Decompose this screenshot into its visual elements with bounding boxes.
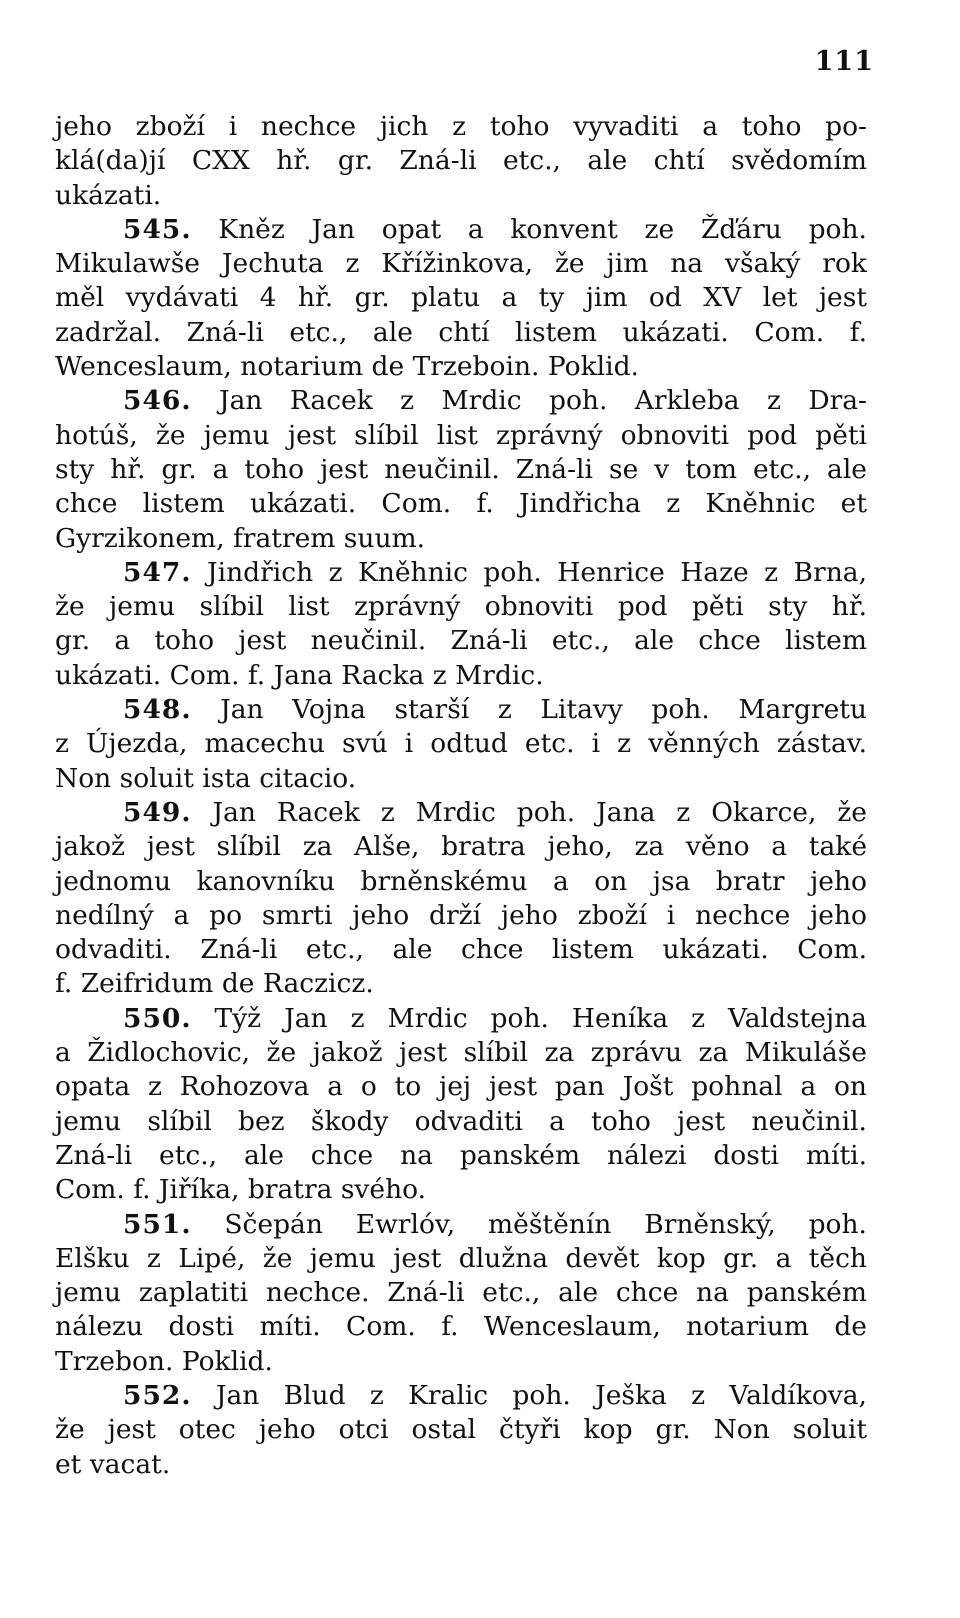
line-text: f. Zeifridum de Raczicz. xyxy=(55,968,374,1000)
entry-first-line xyxy=(55,693,867,727)
text-line xyxy=(55,1173,867,1207)
text-line xyxy=(55,1345,867,1379)
line-text: Non soluit ista citacio. xyxy=(55,762,357,794)
text-line xyxy=(55,179,867,213)
entry-first-line xyxy=(55,1002,867,1036)
text-line xyxy=(55,659,867,693)
line-text: Elšku z Lipé, že jemu jest dlužna devět kop gr. a těch xyxy=(55,1242,867,1274)
line-text: Kněz Jan opat a konvent ze Žďáru poh. xyxy=(218,213,867,245)
line-text: zadržal. Zná-li etc., ale chtí listem ukázati. Com. f. xyxy=(55,316,867,348)
line-text: ukázati. Com. f. Jana Racka z Mrdic. xyxy=(55,659,544,691)
entry-first-line xyxy=(55,1208,867,1242)
text-line xyxy=(55,899,867,933)
text-line xyxy=(55,1413,867,1447)
line-text: a Židlochovic, že jakož jest slíbil za zprávu za Mikuláše xyxy=(55,1037,867,1069)
line-text: jakož jest slíbil za Alše, bratra jeho, za věno a také xyxy=(55,831,867,863)
line-text: Zná-li etc., ale chce na panském nálezi dosti míti. xyxy=(55,1139,867,1171)
text-line xyxy=(55,624,867,658)
text-line xyxy=(55,144,867,178)
line-text: gr. a toho jest neučinil. Zná-li etc., ale chce listem xyxy=(55,625,867,657)
line-text: z Újezda, macechu svú i odtud etc. i z věnných zástav. xyxy=(55,728,867,760)
line-text: Sčepán Ewrlóv, měštěnín Brněnský, poh. xyxy=(224,1208,867,1240)
text-line xyxy=(55,865,867,899)
text-line xyxy=(55,967,867,1001)
text-line xyxy=(55,110,867,144)
line-text: Jan Blud z Kralic poh. Ješka z Valdíkova, xyxy=(215,1379,867,1411)
text-line xyxy=(55,1310,867,1344)
entry-first-line xyxy=(55,384,867,418)
line-text: že jest otec jeho otci ostal čtyři kop gr. Non soluit xyxy=(55,1414,867,1446)
line-text: nedílný a po smrti jeho drží jeho zboží i nechce jeho xyxy=(55,899,867,931)
line-text: Mikulawše Jechuta z Křížinkova, že jim na všaký rok xyxy=(55,248,867,280)
entry-number: 549. xyxy=(123,796,192,828)
line-text: et vacat. xyxy=(55,1448,171,1480)
entry-number: 550. xyxy=(123,1002,192,1034)
line-text: že jemu slíbil list zprávný obnoviti pod pěti sty hř. xyxy=(55,591,867,623)
text-line xyxy=(55,1139,867,1173)
text-line xyxy=(55,316,867,350)
line-text: jemu zaplatiti nechce. Zná-li etc., ale chce na panském xyxy=(55,1277,867,1309)
line-text: Jan Vojna starší z Litavy poh. Margretu xyxy=(220,694,867,726)
line-text: opata z Rohozova a o to jej jest pan Jošt pohnal a on xyxy=(55,1071,867,1103)
entry-first-line xyxy=(55,796,867,830)
line-text: jeho zboží i nechce jich z toho vyvaditi a toho po- xyxy=(55,111,867,142)
text-line xyxy=(55,727,867,761)
entry-number: 546. xyxy=(123,385,192,417)
entry-number: 545. xyxy=(123,213,192,245)
line-text: chce listem ukázati. Com. f. Jindřicha z Kněhnic et xyxy=(55,488,867,520)
text-line xyxy=(55,1105,867,1139)
line-text: měl vydávati 4 hř. gr. platu a ty jim od XV let jest xyxy=(55,282,867,314)
line-text: Jan Racek z Mrdic poh. Jana z Okarce, že xyxy=(212,796,867,828)
text-line xyxy=(55,830,867,864)
text-line xyxy=(55,1448,867,1482)
text-line xyxy=(55,933,867,967)
line-text: nálezu dosti míti. Com. f. Wenceslaum, notarium de xyxy=(55,1311,867,1343)
line-text: Trzebon. Poklid. xyxy=(55,1345,273,1377)
page-number: 111 xyxy=(814,46,874,77)
body-text xyxy=(55,110,867,1482)
text-line xyxy=(55,1242,867,1276)
text-line xyxy=(55,1070,867,1104)
line-text: jemu slíbil bez škody odvaditi a toho jest neučinil. xyxy=(55,1105,867,1137)
text-line xyxy=(55,487,867,521)
line-text: jednomu kanovníku brněnskému a on jsa bratr jeho xyxy=(55,865,867,897)
line-text: ukázati. xyxy=(55,179,162,211)
line-text: klá(da)jí CXX hř. gr. Zná-li etc., ale chtí svědomím xyxy=(55,145,867,177)
entry-number: 552. xyxy=(123,1379,192,1411)
text-line xyxy=(55,453,867,487)
entry-number: 547. xyxy=(123,556,192,588)
line-text: Jan Racek z Mrdic poh. Arkleba z Dra- xyxy=(218,385,867,417)
text-line xyxy=(55,281,867,315)
text-line xyxy=(55,1276,867,1310)
entry-number: 548. xyxy=(123,694,192,726)
line-text: Týž Jan z Mrdic poh. Heníka z Valdstejna xyxy=(214,1002,867,1034)
line-text: Gyrzikonem, fratrem suum. xyxy=(55,522,426,554)
text-line xyxy=(55,419,867,453)
line-text: sty hř. gr. a toho jest neučinil. Zná-li se v tom etc., ale xyxy=(55,453,867,485)
text-line xyxy=(55,522,867,556)
line-text: Jindřich z Kněhnic poh. Henrice Haze z Brna, xyxy=(206,556,867,588)
text-line xyxy=(55,762,867,796)
line-text: hotúš, že jemu jest slíbil list zprávný obnoviti pod pěti xyxy=(55,419,867,451)
line-text: Wenceslaum, notarium de Trzeboin. Poklid. xyxy=(55,351,639,383)
entry-first-line xyxy=(55,1379,867,1413)
entry-first-line xyxy=(55,556,867,590)
entry-number: 551. xyxy=(123,1208,192,1240)
text-line xyxy=(55,590,867,624)
text-line xyxy=(55,247,867,281)
text-line xyxy=(55,350,867,384)
line-text: odvaditi. Zná-li etc., ale chce listem ukázati. Com. xyxy=(55,934,867,966)
entry-first-line xyxy=(55,213,867,247)
text-line xyxy=(55,1036,867,1070)
line-text: Com. f. Jiříka, bratra svého. xyxy=(55,1174,427,1206)
